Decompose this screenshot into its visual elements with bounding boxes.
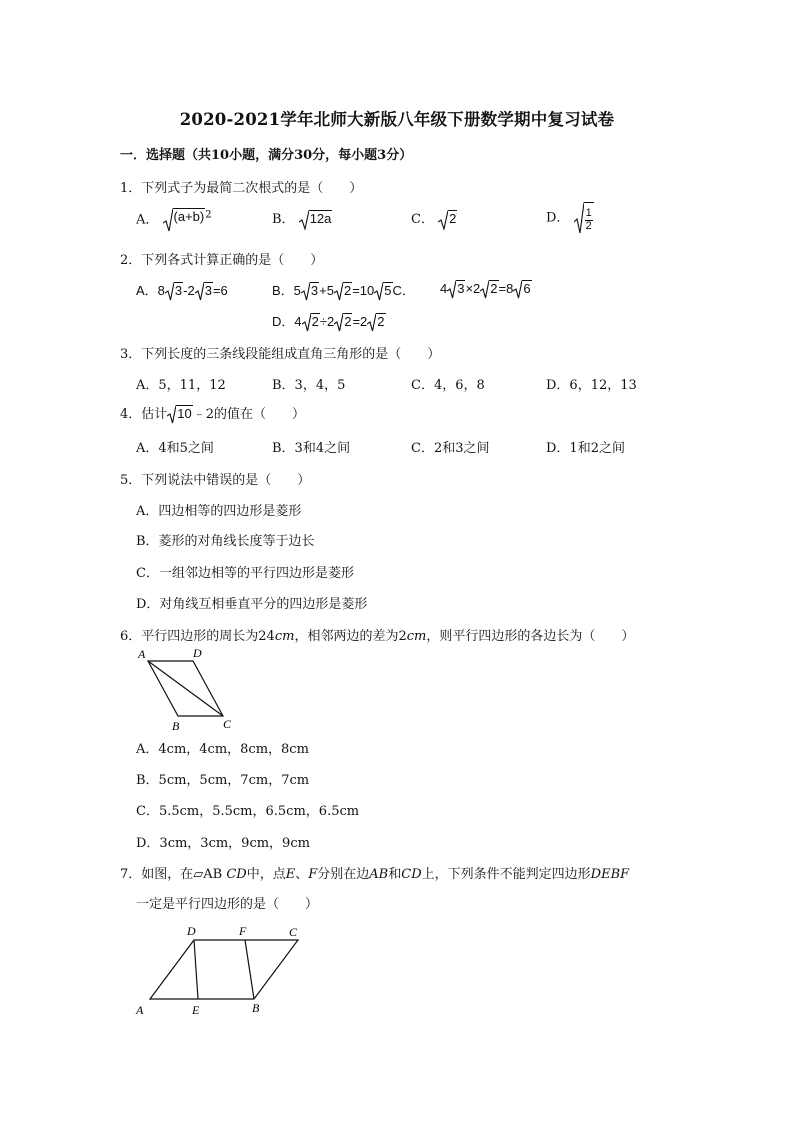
question-3-stem: 3．下列长度的三条线段能组成直角三角形的是（ ） — [120, 347, 441, 362]
question-5-option-c[interactable]: C．一组邻边相等的平行四边形是菱形 — [136, 566, 354, 581]
label-d: D — [187, 924, 196, 938]
label-e: E — [192, 1003, 200, 1017]
question-2-option-c[interactable]: 4 3 ×2 2 =8 6 — [440, 280, 532, 299]
question-2-stem: 2．下列各式计算正确的是（ ） — [120, 253, 324, 268]
page-title: 2020-2021学年北师大新版八年级下册数学期中复习试卷 — [179, 110, 615, 129]
question-4-option-c[interactable]: C．2和3之间 — [411, 441, 490, 456]
question-2-option-b[interactable]: B．5 3 +5 2 =10 5 C． — [272, 280, 415, 301]
sqrt-symbol: 2 — [302, 313, 320, 332]
question-5-option-a[interactable]: A．四边相等的四边形是菱形 — [136, 504, 302, 519]
sqrt-symbol: 12a — [299, 210, 333, 230]
question-2-option-d[interactable]: D．4 2 ÷2 2 =2 2 — [272, 311, 386, 332]
question-4-option-a[interactable]: A．4和5之间 — [136, 441, 214, 456]
question-3-option-d[interactable]: D．6，12，13 — [546, 378, 637, 393]
question-7-stem-line-2: 一定是平行四边形的是（ ） — [136, 897, 319, 912]
diagonal-ac — [148, 661, 223, 716]
sqrt-symbol: 2 — [480, 280, 498, 299]
question-1-option-c[interactable]: C． 2 — [411, 208, 457, 230]
parallelogram-figure-q6 — [132, 644, 242, 734]
question-1-stem: 1．下列式子为最简二次根式的是（ ） — [120, 181, 363, 196]
question-1-option-d[interactable]: D． $\frac{1}{2}$ — [546, 202, 594, 234]
fraction: $\frac{1}{2}$ — [585, 207, 592, 232]
question-7-stem-line-1: 7．如图，在▱AB CD中，点E、F分别在边AB和CD上，下列条件不能判定四边形DEBF — [120, 867, 630, 882]
question-5-option-d[interactable]: D．对角线互相垂直平分的四边形是菱形 — [136, 597, 368, 612]
question-5-stem: 5．下列说法中错误的是（ ） — [120, 473, 311, 488]
label-f: F — [239, 924, 247, 938]
label-d: D — [193, 646, 202, 660]
sqrt-symbol: 6 — [513, 280, 531, 299]
label-a: A — [136, 1003, 144, 1017]
segment-de — [194, 940, 198, 999]
segment-fb — [245, 940, 254, 999]
label-b: B — [252, 1001, 260, 1015]
sqrt-symbol: 2 — [334, 313, 352, 332]
question-3-option-a[interactable]: A．5，11，12 — [136, 378, 226, 393]
question-1-option-b[interactable]: B． 12a — [272, 208, 332, 230]
question-6-option-a[interactable]: A．4cm，4cm，8cm，8cm — [136, 742, 309, 757]
question-2-option-a[interactable]: A．8 3 -2 3 =6 — [136, 280, 228, 301]
sqrt-symbol: 10 — [167, 405, 192, 424]
sqrt-symbol: 2 — [438, 210, 457, 230]
question-1-option-a[interactable]: A． (a+b) $^2$ — [136, 208, 212, 232]
question-6-stem: 6．平行四边形的周长为24cm，相邻两边的差为2cm，则平行四边形的各边长为（ ） — [120, 629, 635, 644]
parallelogram-abcd — [150, 940, 298, 999]
question-6-option-b[interactable]: B．5cm，5cm，7cm，7cm — [136, 773, 310, 788]
label-b: B — [172, 719, 180, 733]
sqrt-symbol: 3 — [447, 280, 465, 299]
sqrt-symbol: 5 — [374, 282, 392, 301]
question-4-stem: 4．估计 10 ﹣2的值在（ ） — [120, 406, 306, 422]
sqrt-symbol: 3 — [165, 282, 183, 301]
sqrt-symbol — [574, 202, 594, 234]
question-4-option-b[interactable]: B．3和4之间 — [272, 441, 351, 456]
parallelogram-figure-q7 — [132, 920, 307, 1020]
question-4-option-d[interactable]: D．1和2之间 — [546, 441, 625, 456]
sqrt-symbol: (a+b) — [163, 208, 206, 232]
question-5-option-b[interactable]: B．菱形的对角线长度等于边长 — [136, 534, 315, 549]
question-3-option-c[interactable]: C．4，6，8 — [411, 378, 485, 393]
label-c: C — [223, 717, 232, 731]
label-a: A — [138, 647, 146, 661]
sqrt-symbol: 2 — [334, 282, 352, 301]
label-c: C — [289, 925, 298, 939]
question-3-option-b[interactable]: B．3，4，5 — [272, 378, 346, 393]
question-6-option-c[interactable]: C．5.5cm，5.5cm，6.5cm，6.5cm — [136, 804, 360, 819]
sqrt-symbol: 2 — [367, 313, 385, 332]
question-6-option-d[interactable]: D．3cm，3cm，9cm，9cm — [136, 836, 310, 851]
sqrt-symbol: 3 — [195, 282, 213, 301]
sqrt-symbol: 3 — [301, 282, 319, 301]
section-heading: 一．选择题（共10小题，满分30分，每小题3分） — [120, 148, 413, 163]
